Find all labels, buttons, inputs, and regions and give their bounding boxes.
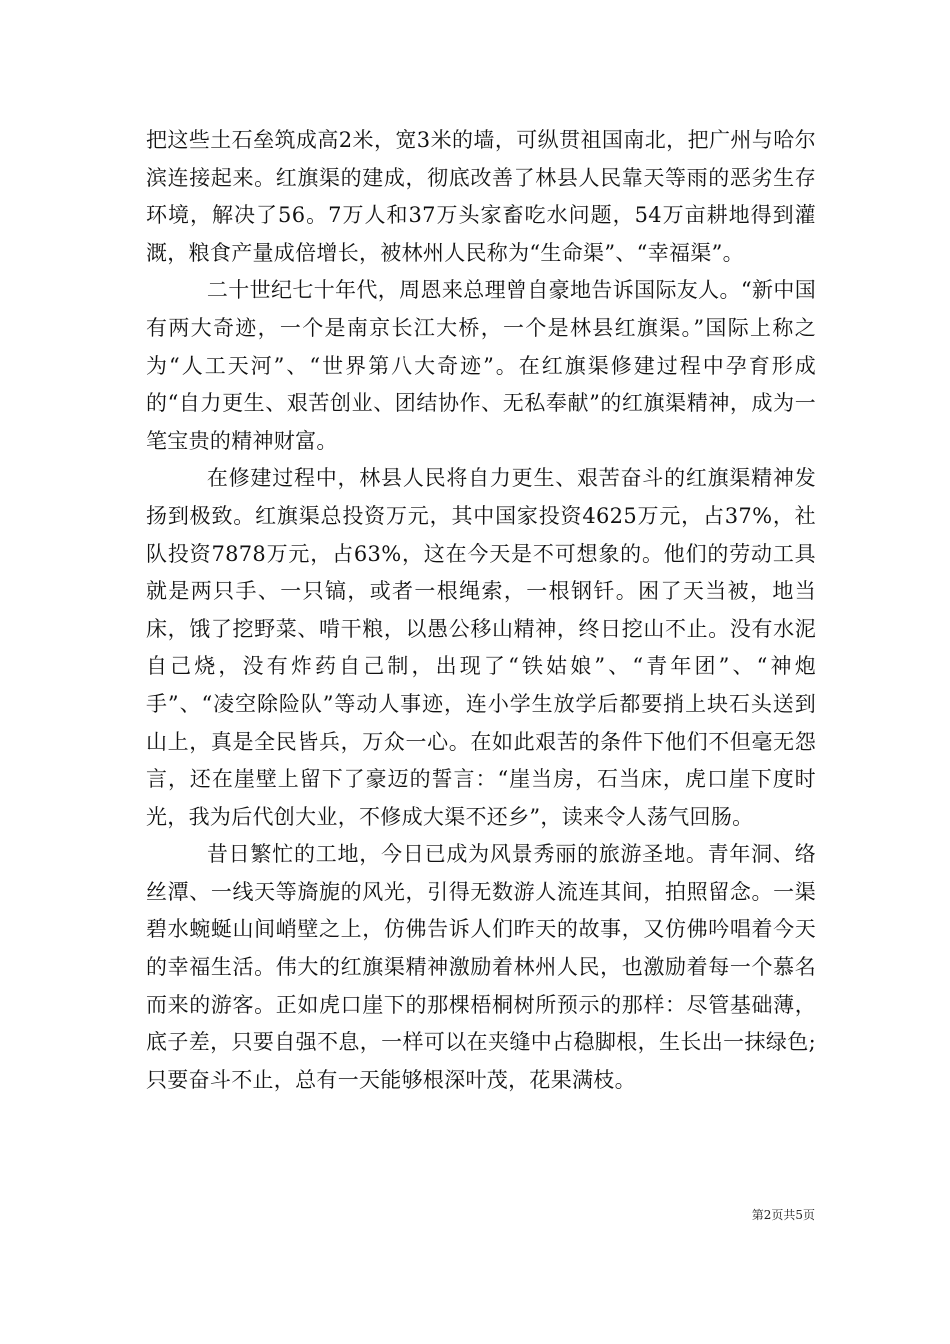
paragraph-4: 昔日繁忙的工地，今日已成为风景秀丽的旅游圣地。青年洞、络丝潭、一线天等旖旎的风光，引得无数游人流连其间，拍照留念。一渠碧水蜿蜒山间峭壁之上，仿佛告诉人们昨天的故事，又仿佛吟唱着今天的幸福生活。伟大的红旗渠精神激励着林州人民，也激励着每一个慕名而来的游客。正如虎口崖下的那棵梧桐树所预示的那样：尽管基础薄，底子差，只要自强不息，一样可以在夹缝中占稳脚根，生长出一抹绿色;只要奋斗不止，总有一天能够根深叶茂，花果满枝。 xyxy=(146,842,816,1092)
paragraph-2: 二十世纪七十年代，周恩来总理曾自豪地告诉国际友人。“新中国有两大奇迹，一个是南京长江大桥，一个是林县红旗渠。”国际上称之为“人工天河”、“世界第八大奇迹”。在红旗渠修建过程中孕育形成的“自力更生、艰苦创业、团结协作、无私奉献”的红旗渠精神，成为一笔宝贵的精神财富。 xyxy=(146,278,816,453)
paragraph-1: 把这些土石垒筑成高2米，宽3米的墙，可纵贯祖国南北，把广州与哈尔滨连接起来。红旗渠的建成，彻底改善了林县人民靠天等雨的恶劣生存环境，解决了56。7万人和37万头家畜吃水问题，54万亩耕地得到灌溉，粮食产量成倍增长，被林州人民称为“生命渠”、“幸福渠”。 xyxy=(146,128,816,265)
page-number-footer: 第2页共5页 xyxy=(751,1208,815,1222)
document-body xyxy=(146,122,816,1099)
paragraph-3: 在修建过程中，林县人民将自力更生、艰苦奋斗的红旗渠精神发扬到极致。红旗渠总投资万元，其中国家投资4625万元，占37%，社队投资7878万元，占63%，这在今天是不可想象的。他们的劳动工具就是两只手、一只镐，或者一根绳索，一根钢钎。困了天当被，地当床，饿了挖野菜、啃干粮，以愚公移山精神，终日挖山不止。没有水泥自己烧，没有炸药自己制，出现了“铁姑娘”、“青年团”、“神炮手”、“凌空除险队”等动人事迹，连小学生放学后都要捎上块石头送到山上，真是全民皆兵，万众一心。在如此艰苦的条件下他们不但毫无怨言，还在崖壁上留下了豪迈的誓言：“崖当房，石当床，虎口崖下度时光，我为后代创大业，不修成大渠不还乡”，读来令人荡气回肠。 xyxy=(146,466,816,829)
